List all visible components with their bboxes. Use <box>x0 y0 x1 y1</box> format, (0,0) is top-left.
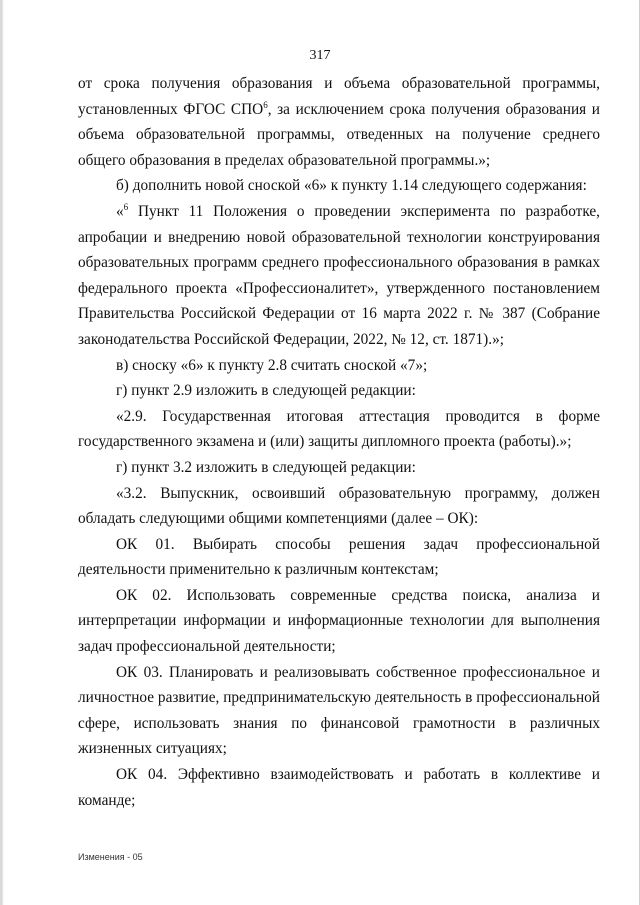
paragraph-text: б) дополнить новой сноской «6» к пункту 1.14 следующего содержания: <box>116 177 587 195</box>
paragraph-text: «2.9. Государственная итоговая аттестация проводится в форме государственного экзамена и (или) защиты дипломного проекта (работы).»; <box>78 407 600 451</box>
footnote-marker: 6 <box>263 99 268 110</box>
paragraph-text: ОК 01. Выбирать способы решения задач профессиональной деятельности применительно к различным контекстам; <box>78 535 600 579</box>
paragraph-text: ОК 02. Использовать современные средства поиска, анализа и интерпретации информации и информационные технологии для выполнения задач профессиональной деятельности; <box>78 586 600 656</box>
paragraph-text: г) пункт 2.9 изложить в следующей редакции: <box>116 382 416 400</box>
paragraph <box>78 173 600 199</box>
paragraph-text: « <box>116 202 124 220</box>
paragraph-text: г) пункт 3.2 изложить в следующей редакции: <box>116 458 416 476</box>
paragraph <box>78 481 600 532</box>
page-number: 317 <box>309 48 331 63</box>
paragraph <box>78 378 600 404</box>
paragraph-text: в) сноску «6» к пункту 2.8 считать сноской «7»; <box>116 356 428 374</box>
paragraph-text: от срока получения образования и объема образовательной программы, установленных ФГОС СПО <box>78 75 600 118</box>
paragraph-text: ОК 03. Планировать и реализовывать собственное профессиональное и личностное развитие, предпринимательскую деятельность в профессиональной сфере, использовать знания по финансовой грамотности в различных жизненных ситуациях; <box>78 663 600 758</box>
paragraph-text: , за исключением срока получения образования и объема образовательной программы, отведенных на получение среднего общего образования в пределах образовательной программы.»; <box>78 100 600 169</box>
paragraph <box>78 199 600 353</box>
paragraph <box>78 583 600 660</box>
paragraph <box>78 660 600 762</box>
paragraph <box>78 455 600 481</box>
document-body <box>78 71 600 813</box>
paragraph-text: ОК 04. Эффективно взаимодействовать и работать в коллективе и команде; <box>78 766 600 809</box>
footer-label: Изменения - 05 <box>78 852 143 862</box>
paragraph <box>78 404 600 455</box>
footnote-marker: 6 <box>123 201 129 212</box>
paragraph <box>78 762 600 813</box>
paragraph-text: «3.2. Выпускник, освоивший образовательную программу, должен обладать следующими общими компетенциями (далее – ОК): <box>78 484 600 528</box>
paragraph-text: Пункт 11 Положения о проведении эксперимента по разработке, апробации и внедрению новой образовательной технологии конструирования образовательных программ среднего профессионального образования в рамках федерального проекта «Профессионалитет», утвержденного постановлением Правительства Российской Федерации от 16 марта 2022 г. № 387 (Собрание законодательства Российской Федерации, 2022, № 12, ст. 1871).»; <box>78 202 600 348</box>
paragraph <box>78 71 600 173</box>
paragraph <box>78 353 600 379</box>
paragraph <box>78 532 600 583</box>
